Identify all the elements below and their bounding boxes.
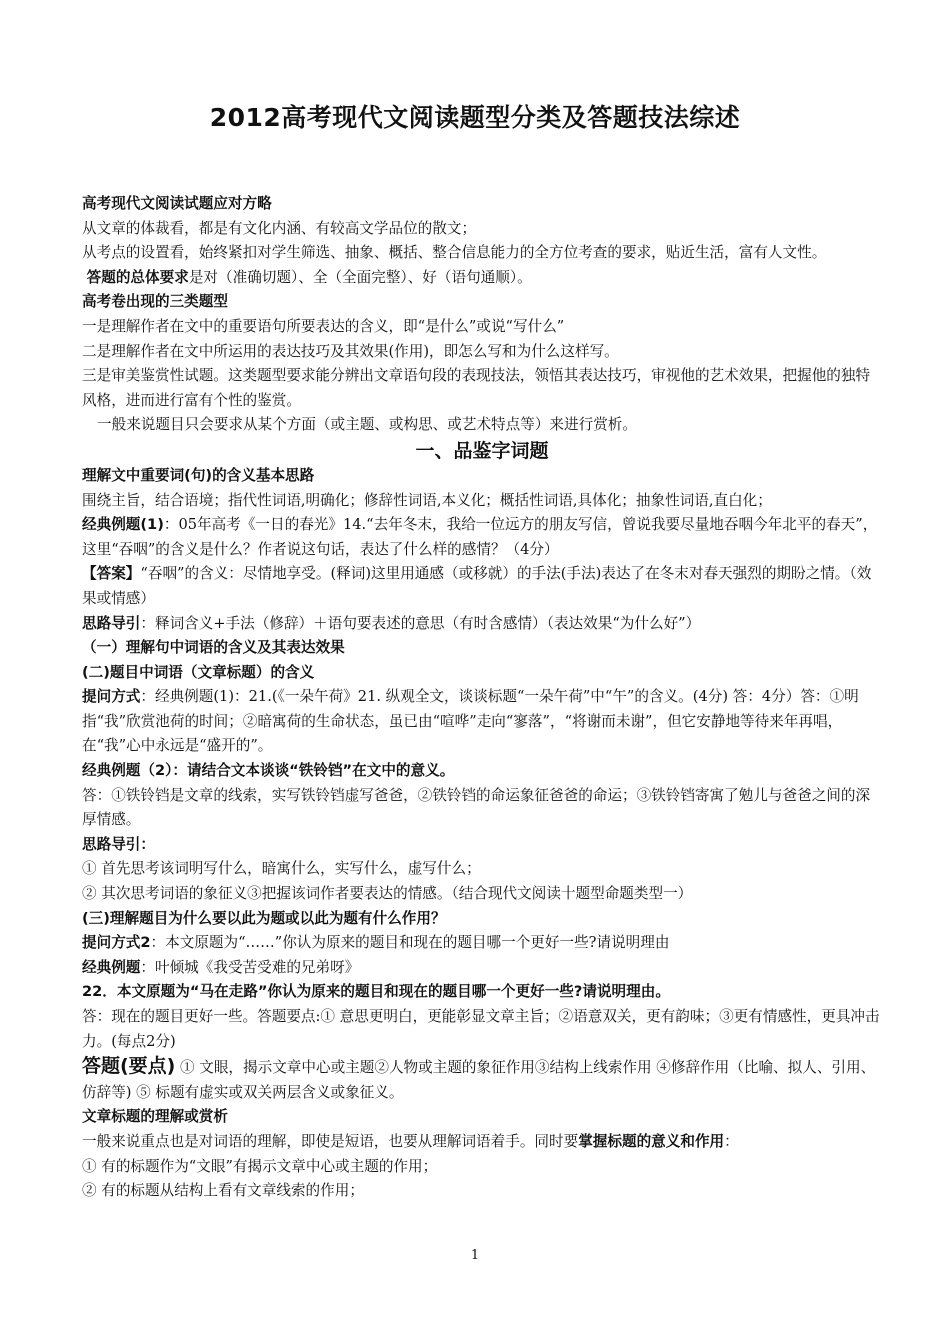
paragraph-text: ：叶倾城《我受苦受难的兄弟呀》: [140, 958, 360, 976]
paragraph: [82, 956, 882, 981]
paragraph: [82, 562, 882, 611]
paragraph-text: 一般来说重点也是对词语的理解，即使是短语，也要从理解词语着手。同时要: [82, 1132, 579, 1150]
paragraph: 答：现在的题目更好一些。答题要点:① 意思更明白，更能彰显文章主旨；②语意双关，更有韵味；③更有情感性，更具冲击力。(每点2分): [82, 1008, 880, 1050]
bold-lead: 答题(要点): [82, 1055, 176, 1078]
bold-lead: 提问方式: [82, 688, 141, 706]
paragraph: [82, 266, 882, 291]
paragraph-text: ：经典例题(1)：21.(《一朵午荷》21. 纵观全文，谈谈标题“一朵午荷”中“午”的含义。(4分) 答：4分）答：①明指“我”欣赏池荷的时间；②暗寓荷的生命状态，虽已由“喧哗”走向“寥落”，“将谢而未谢”，但它安静地等待来年再唱，在“我”心中永远是“盛开的”。: [82, 688, 859, 755]
paragraph: [82, 931, 882, 956]
paragraph-text: “吞咽”的含义：尽情地享受。(释词)这里用通感（或移就）的手法(手法)表达了在冬末对春天强烈的期盼之情。（效果或情感）: [82, 565, 872, 607]
document-body: [82, 192, 882, 1204]
paragraph-text: ：: [724, 1132, 739, 1150]
subheading: 经典例题（2）：请结合文本谈谈“铁铃铛”在文中的意义。: [82, 762, 455, 780]
paragraph: [82, 513, 882, 562]
paragraph-text: ：释词含义+手法（修辞）＋语句要表述的意思（有时含感情）（表达效果“为什么好”）: [140, 614, 701, 632]
paragraph: 答：①铁铃铛是文章的线索，实写铁铃铛虚写爸爸，②铁铃铛的命运象征爸爸的命运；③铁铃铛寄寓了勉儿与爸爸之间的深厚情感。: [82, 786, 871, 829]
paragraph: ① 有的标题作为“文眼”有揭示文章中心或主题的作用；: [82, 1157, 438, 1175]
paragraph: 一是理解作者在文中的重要语句所要表达的含义，即“是什么”或说“写什么”: [82, 317, 565, 335]
paragraph: 三是审美鉴赏性试题。这类题型要求能分辨出文章语句段的表现技法，领悟其表达技巧，审视他的艺术效果，把握他的独特风格，进而进行富有个性的鉴赏。: [82, 367, 871, 409]
subheading-strategy: 高考现代文阅读试题应对方略: [82, 195, 272, 212]
page-number: 1: [470, 1248, 480, 1263]
bold-lead: 【答案】: [82, 565, 141, 583]
bold-inline: 掌握标题的意义和作用: [578, 1132, 725, 1150]
paragraph: [82, 1130, 882, 1155]
paragraph: ② 有的标题从结构上看有文章线索的作用；: [82, 1182, 364, 1200]
subheading: (二)题目中词语（文章标题）的含义: [82, 663, 315, 681]
subheading: 22．本文原题为“马在走路”你认为原来的题目和现在的题目哪一个更好一些?请说明理由。: [82, 983, 670, 1001]
paragraph: 二是理解作者在文中所运用的表达技巧及其效果(作用)，即怎么写和为什么这样写。: [82, 342, 619, 360]
paragraph-text: ① 文眼，揭示文章中心或主题②人物或主题的象征作用③结构上线索作用 ④修辞作用（比喻、拟人、引用、仿辞等) ⑤ 标题有虚实或双关两层含义或象征义。: [82, 1059, 876, 1101]
subheading: 理解文中重要词(句)的含义基本思路: [82, 466, 315, 484]
bold-lead: 提问方式2: [82, 934, 151, 952]
paragraph-text: ：本文原题为“……”你认为原来的题目和现在的题目哪一个更好一些?请说明理由: [150, 934, 670, 952]
subheading: （一）理解句中词语的含义及其表达效果: [82, 639, 345, 657]
paragraph: 从考点的设置看，始终紧扣对学生筛选、抽象、概括、整合信息能力的全方位考查的要求，贴近生活，富有人文性。: [82, 244, 827, 262]
subheading-three-types: 高考卷出现的三类题型: [82, 293, 228, 311]
subheading: 思路导引：: [82, 835, 155, 853]
bold-lead: 答题的总体要求: [86, 268, 189, 286]
subheading: (三)理解题目为什么要以此为题或以此为题有什么作用？: [82, 909, 446, 927]
document-title: 2012高考现代文阅读题型分类及答题技法综述: [209, 103, 741, 132]
paragraph: [82, 685, 882, 759]
paragraph: ① 首先思考该词明写什么，暗寓什么，实写什么，虚写什么；: [82, 860, 481, 878]
paragraph: 一般来说题目只会要求从某个方面（或主题、或构思、或艺术特点等）来进行赏析。: [97, 416, 637, 434]
subheading: 文章标题的理解或赏析: [82, 1108, 228, 1126]
paragraph: [82, 1054, 882, 1105]
bold-lead: 经典例题: [82, 958, 141, 976]
paragraph-text: 是对（准确切题）、全（全面完整）、好（语句通顺）。: [188, 268, 532, 286]
bold-lead: 经典例题(1): [82, 516, 164, 534]
paragraph-text: ：05年高考《一日的春光》14.“去年冬末，我给一位远方的朋友写信，曾说我要尽量地吞咽今年北平的春天”，这里“吞咽”的含义是什么？作者说这句话，表达了什么样的感情？（4分）: [82, 516, 878, 558]
paragraph: 围绕主旨，结合语境；指代性词语,明确化；修辞性词语,本义化；概括性词语,具体化；抽象性词语,直白化；: [82, 491, 772, 509]
paragraph: [82, 612, 882, 637]
paragraph: 从文章的体裁看，都是有文化内涵、有较高文学品位的散文；: [82, 219, 477, 237]
bold-lead: 思路导引: [82, 614, 141, 632]
section-heading: 一、品鉴字词题: [415, 439, 549, 462]
paragraph: ② 其次思考词语的象征义③把握该词作者要表达的情感。（结合现代文阅读十题型命题类型一）: [82, 885, 693, 903]
